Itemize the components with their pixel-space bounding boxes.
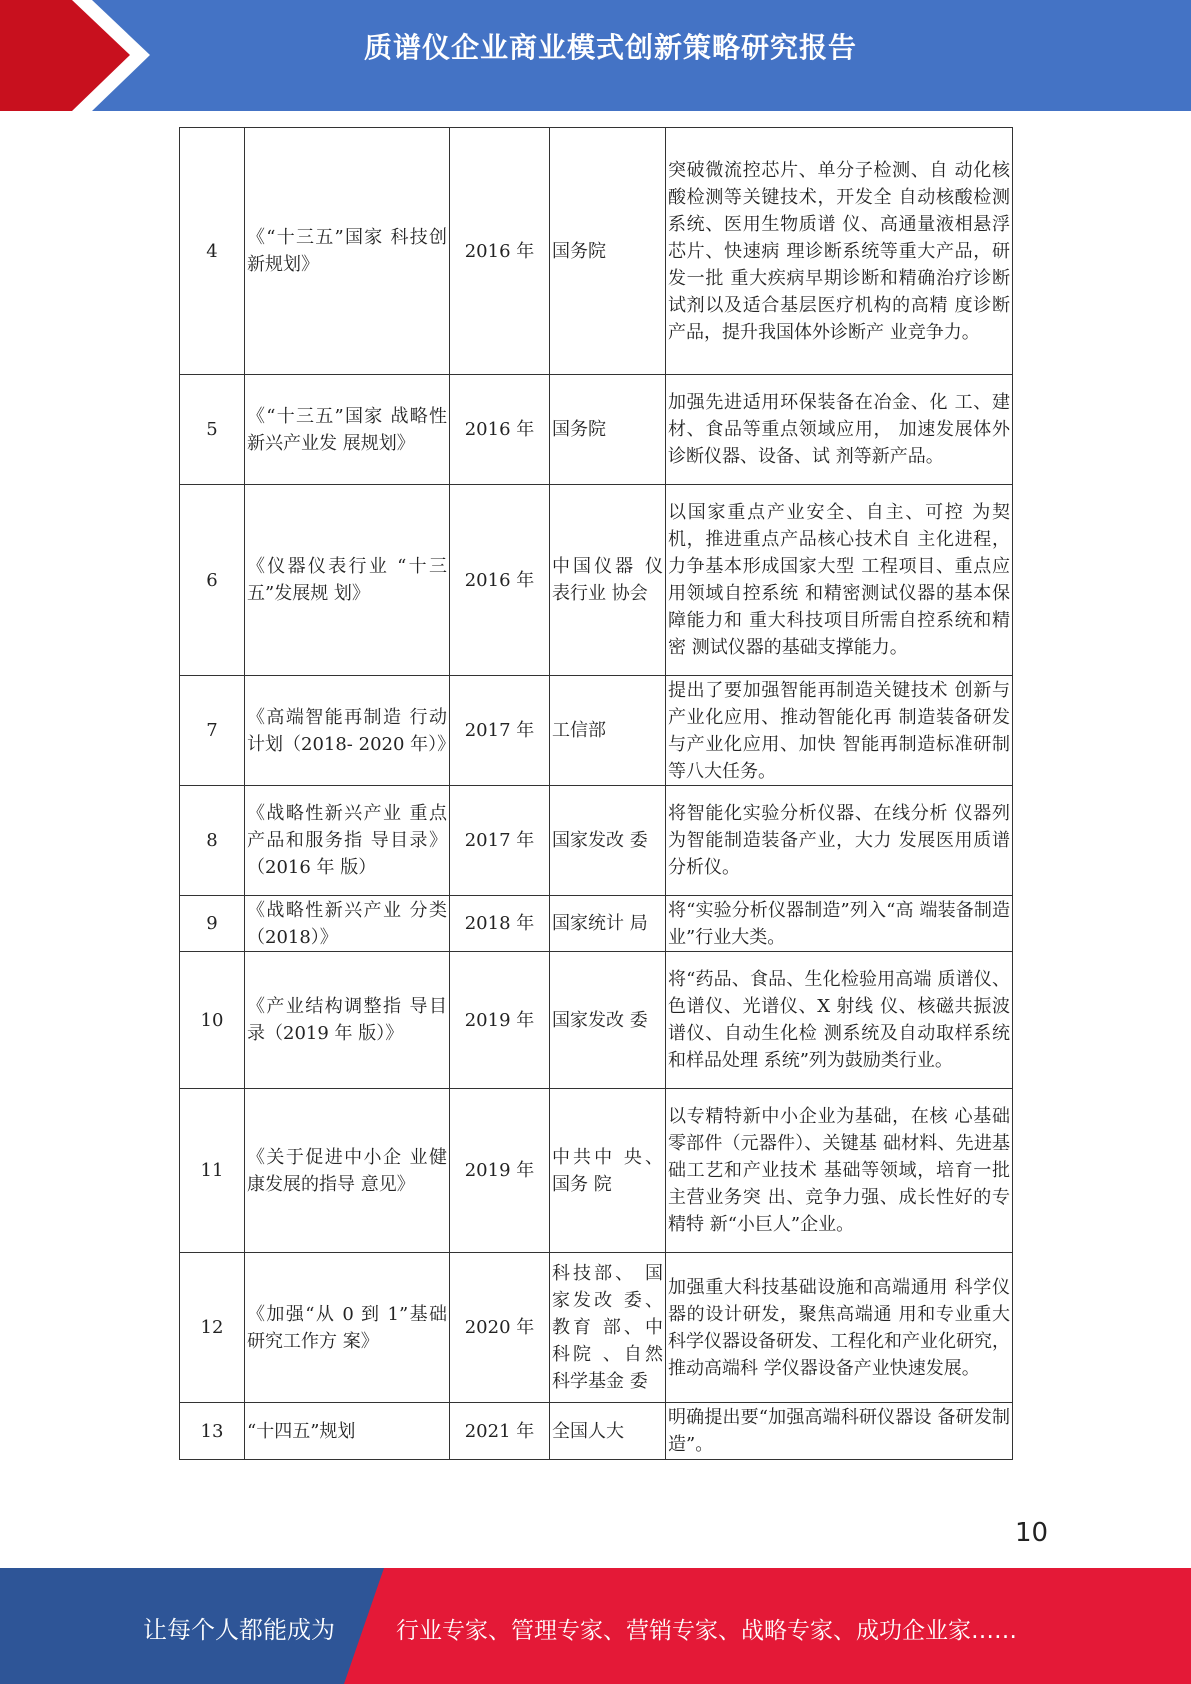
- policy-name: 《“十三五”国家 战略性新兴产业发 展规划》: [245, 375, 450, 485]
- page-title: 质谱仪企业商业模式创新策略研究报告: [363, 31, 857, 64]
- table-row: [180, 676, 1013, 786]
- policy-content: 提出了要加强智能再制造关键技术 创新与产业化应用、推动智能化再 制造装备研发与产业化应用、加快 智能再制造标准研制等八大任务。: [666, 676, 1013, 786]
- policy-year: 2020 年: [450, 1253, 550, 1403]
- row-number: 10: [180, 952, 245, 1089]
- row-number: 6: [180, 485, 245, 676]
- row-number: 5: [180, 375, 245, 485]
- policy-name: 《高端智能再制造 行动计划（2018- 2020 年）》: [245, 676, 450, 786]
- issuing-department: 中共中 央、国务 院: [550, 1089, 666, 1253]
- row-number: 4: [180, 128, 245, 375]
- table-row: [180, 1403, 1013, 1460]
- policy-content: 将“实验分析仪器制造”列入“高 端装备制造业”行业大类。: [666, 896, 1013, 952]
- issuing-department: 国务院: [550, 375, 666, 485]
- policy-year: 2016 年: [450, 485, 550, 676]
- policy-name: 《战略性新兴产业 分类（2018）》: [245, 896, 450, 952]
- policy-year: 2021 年: [450, 1403, 550, 1460]
- table-row: [180, 375, 1013, 485]
- row-number: 8: [180, 786, 245, 896]
- policy-content: 明确提出要“加强高端科研仪器设 备研发制造”。: [666, 1403, 1013, 1460]
- table-row: [180, 952, 1013, 1089]
- issuing-department: 工信部: [550, 676, 666, 786]
- policy-name: 《产业结构调整指 导目录（2019 年 版）》: [245, 952, 450, 1089]
- footer-slogan-right: 行业专家、管理专家、营销专家、战略专家、成功企业家……: [396, 1618, 1017, 1644]
- policy-content: 突破微流控芯片、单分子检测、自 动化核酸检测等关键技术，开发全 自动核酸检测系统、医用生物质谱 仪、高通量液相悬浮芯片、快速病 理诊断系统等重大产品，研发一批 重大疾病早期诊断和精确治疗诊断 试剂以及适合基层医疗机构的高精 度诊断产品，提升我国体外诊断产 业竞争力。: [666, 128, 1013, 375]
- issuing-department: 国家发改 委: [550, 786, 666, 896]
- issuing-department: 全国人大: [550, 1403, 666, 1460]
- issuing-department: 国家发改 委: [550, 952, 666, 1089]
- row-number: 7: [180, 676, 245, 786]
- issuing-department: 科技部、 国家发改 委、教育 部、中科院 、自然科学基金 委: [550, 1253, 666, 1403]
- policy-name: “十四五”规划: [245, 1403, 450, 1460]
- footer-banner: [0, 1568, 1191, 1684]
- policy-year: 2017 年: [450, 786, 550, 896]
- issuing-department: 国务院: [550, 128, 666, 375]
- policy-year: 2016 年: [450, 128, 550, 375]
- table-row: [180, 128, 1013, 375]
- table-row: [180, 485, 1013, 676]
- table-row: [180, 786, 1013, 896]
- policy-year: 2017 年: [450, 676, 550, 786]
- table-row: [180, 1089, 1013, 1253]
- policy-content: 将智能化实验分析仪器、在线分析 仪器列为智能制造装备产业，大力 发展医用质谱分析仪。: [666, 786, 1013, 896]
- policy-content: 加强重大科技基础设施和高端通用 科学仪器的设计研发，聚焦高端通 用和专业重大科学仪器设备研发、工程化和产业化研究，推动高端科 学仪器设备产业快速发展。: [666, 1253, 1013, 1403]
- policy-name: 《仪器仪表行业 “十三五”发展规 划》: [245, 485, 450, 676]
- policy-content: 以专精特新中小企业为基础，在核 心基础零部件（元器件）、关键基 础材料、先进基础工艺和产业技术 基础等领域，培育一批主营业务突 出、竞争力强、成长性好的专精特 新“小巨人”企业。: [666, 1089, 1013, 1253]
- policy-content: 将“药品、食品、生化检验用高端 质谱仪、色谱仪、光谱仪、X 射线 仪、核磁共振波谱仪、自动生化检 测系统及自动取样系统和样品处理 系统”列为鼓励类行业。: [666, 952, 1013, 1089]
- header-banner: [0, 0, 1191, 111]
- table-row: [180, 1253, 1013, 1403]
- policy-name: 《加强“从 0 到 1”基础研究工作方 案》: [245, 1253, 450, 1403]
- footer-slogan-left: 让每个人都能成为: [143, 1616, 335, 1644]
- issuing-department: 中国仪器 仪表行业 协会: [550, 485, 666, 676]
- issuing-department: 国家统计 局: [550, 896, 666, 952]
- policy-year: 2016 年: [450, 375, 550, 485]
- policy-content: 以国家重点产业安全、自主、可控 为契机，推进重点产品核心技术自 主化进程，力争基本形成国家大型 工程项目、重点应用领域自控系统 和精密测试仪器的基本保障能力和 重大科技项目所需自控系统和精密 测试仪器的基础支撑能力。: [666, 485, 1013, 676]
- policy-name: 《“十三五”国家 科技创新规划》: [245, 128, 450, 375]
- table-row: [180, 896, 1013, 952]
- row-number: 11: [180, 1089, 245, 1253]
- row-number: 12: [180, 1253, 245, 1403]
- page-number: 10: [1015, 1518, 1049, 1548]
- policy-year: 2019 年: [450, 1089, 550, 1253]
- policy-name: 《战略性新兴产业 重点产品和服务指 导目录》（2016 年 版）: [245, 786, 450, 896]
- policy-content: 加强先进适用环保装备在冶金、化 工、建材、食品等重点领域应用， 加速发展体外诊断仪器、设备、试 剂等新产品。: [666, 375, 1013, 485]
- row-number: 9: [180, 896, 245, 952]
- row-number: 13: [180, 1403, 245, 1460]
- policy-table: [179, 127, 1013, 1460]
- policy-year: 2018 年: [450, 896, 550, 952]
- policy-name: 《关于促进中小企 业健康发展的指导 意见》: [245, 1089, 450, 1253]
- policy-year: 2019 年: [450, 952, 550, 1089]
